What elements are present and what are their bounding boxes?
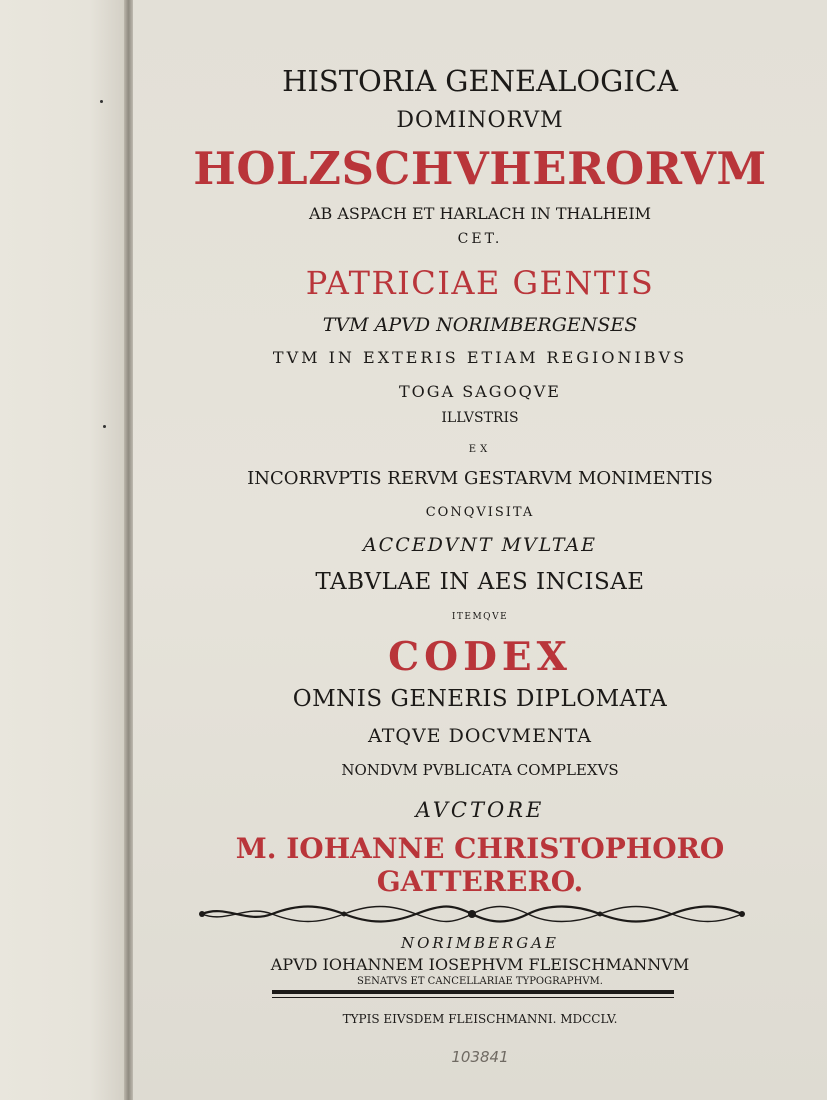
title-line-accedunt-multae: ACCEDVNT MVLTAE [362,534,598,556]
ornamental-rule [196,902,748,926]
title-line-illustris: ILLVSTRIS [441,410,519,426]
title-line-atque-documenta: ATQVE DOCVMENTA [368,725,592,747]
title-line-cet: CET. [457,231,503,247]
imprint-rule-thin [272,997,674,998]
title-line-ab-aspach: AB ASPACH ET HARLACH IN THALHEIM [308,204,652,223]
author-name-line: M. IOHANNE CHRISTOPHORO [235,832,725,865]
title-line-holzschuherorum: HOLZSCHVHERORVM [193,142,767,195]
title-line-toga-sagoque: TOGA SAGOQVE [399,382,561,401]
title-line-auctore: AVCTORE [415,798,545,822]
title-line-tabulae: TABVLAE IN AES INCISAE [315,569,645,595]
title-line-conquisita: CONQVISITA [425,505,535,520]
title-line-incorruptis: INCORRVPTIS RERVM GESTARVM MONIMENTIS [247,468,713,489]
imprint-rule-thick [272,990,674,994]
shelfmark-note: 103841 [451,1048,509,1066]
imprint-place: NORIMBERGAE [400,934,560,952]
title-line-codex: CODEX [388,634,572,680]
left-page [0,0,128,1100]
imprint-printer-title: SENATVS ET CANCELLARIAE TYPOGRAPHVM. [357,976,603,987]
imprint-printer: APVD IOHANNEM IOSEPHVM FLEISCHMANNVM [270,955,690,974]
title-line-nondum-publicata: NONDVM PVBLICATA COMPLEXVS [341,761,619,779]
author-surname-line: GATTERERO. [376,865,584,898]
left-page-mark [100,100,103,103]
title-line-ex: EX [468,444,492,455]
left-page-mark [103,425,106,428]
title-line-tum-in-exteris: TVM IN EXTERIS ETIAM REGIONIBVS [272,348,688,367]
title-line-historia: HISTORIA GENEALOGICA [282,64,678,98]
title-line-omnis-generis: OMNIS GENERIS DIPLOMATA [292,686,668,712]
title-line-itemque: ITEMQVE [451,612,509,622]
title-line-dominorum: DOMINORVM [396,108,564,133]
imprint-date-line: TYPIS EIVSDEM FLEISCHMANNI. MDCCLV. [342,1012,618,1026]
title-line-tum-apud: TVM APVD NORIMBERGENSES [322,314,638,336]
title-line-patriciae-gentis: PATRICIAE GENTIS [305,264,655,302]
